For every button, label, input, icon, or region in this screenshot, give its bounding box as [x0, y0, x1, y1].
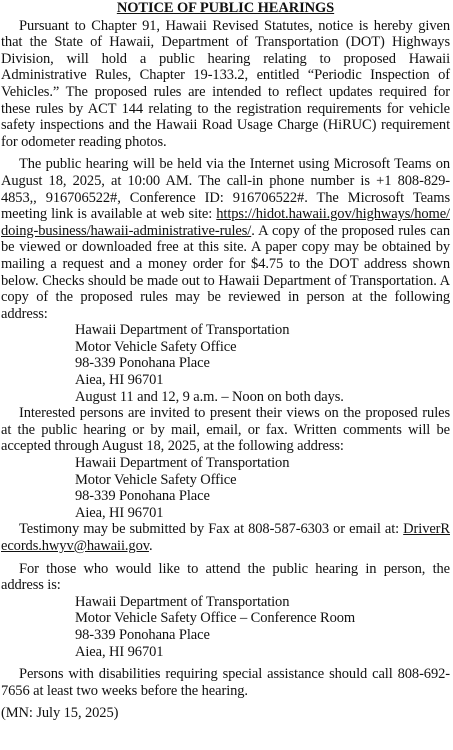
hearing-details-text: The public hearing will be held via the Internet using Microsoft Teams on August 18, 2025, at 10:00 AM. The call-in phone number is +1 808-829-4853,, 916706522#, Conference ID: 916706522#. The Microsoft Teams meeting link is available at web site:: [1, 156, 450, 223]
publication-footer: (MN: July 15, 2025): [1, 705, 119, 722]
hearing-details-paragraph: [1, 156, 450, 322]
address-line: Aiea, HI 96701: [75, 643, 164, 660]
hearing-details-continued-text: . A copy of the proposed rules can be viewed or downloaded free at this site. A paper copy may be obtained by mailing a request and a money order for $4.75 to the DOT address shown below. Checks should be made out to Hawaii Department of Transportation. A copy of the proposed rules may be reviewed in person at the following address:: [1, 222, 450, 322]
testimony-email-link[interactable]: DriverRecords.hwyv@hawaii.gov: [1, 521, 450, 554]
address-line: 98-339 Ponohana Place: [75, 626, 210, 643]
in-person-paragraph: For those who would like to attend the public hearing in person, the address is:: [1, 560, 450, 594]
address-line: Hawaii Department of Transportation: [75, 455, 290, 472]
testimony-paragraph: [1, 521, 450, 554]
address-line: Hawaii Department of Transportation: [75, 593, 290, 610]
rules-web-link[interactable]: https://hidot.hawaii.gov/highways/home/doing-business/hawaii-administrative-rules/: [1, 206, 450, 239]
address-line: Motor Vehicle Safety Office: [75, 471, 237, 488]
review-hours: August 11 and 12, 9 a.m. – Noon on both days.: [75, 388, 344, 405]
address-line: Motor Vehicle Safety Office – Conference Room: [75, 610, 356, 627]
address-line: 98-339 Ponohana Place: [75, 355, 210, 372]
intro-paragraph: Pursuant to Chapter 91, Hawaii Revised Statutes, notice is hereby given that the State of Hawaii, Department of Transportation (DOT) Highways Division, will hold a public hearing relating to proposed Hawaii Administrative Rules, Chapter 19-133.2, entitled “Periodic Inspection of Vehicles.” The proposed rules are intended to reflect updates required for these rules by ACT 144 relating to the registration requirements for vehicle safety inspections and the Hawaii Road Usage Charge (HiRUC) requirement for odometer reading photos.: [1, 17, 450, 150]
review-address-block: [1, 322, 450, 405]
address-line: 98-339 Ponohana Place: [75, 488, 210, 505]
comments-paragraph: Interested persons are invited to present their views on the proposed rules at the public hearing or by mail, email, or fax. Written comments will be accepted through August 18, 2025, at the following address:: [1, 405, 450, 455]
in-person-address-block: [1, 594, 450, 660]
testimony-text: Testimony may be submitted by Fax at 808-587-6303 or email at:: [19, 521, 404, 538]
address-line: Hawaii Department of Transportation: [75, 322, 290, 339]
address-line: Motor Vehicle Safety Office: [75, 338, 237, 355]
address-line: Aiea, HI 96701: [75, 504, 164, 521]
comments-address-block: [1, 455, 450, 521]
address-line: Aiea, HI 96701: [75, 372, 164, 389]
testimony-period: .: [148, 538, 153, 554]
accessibility-paragraph: Persons with disabilities requiring special assistance should call 808-692-7656 at least two weeks before the hearing.: [1, 666, 450, 699]
notice-title: NOTICE OF PUBLIC HEARINGS: [116, 0, 335, 16]
